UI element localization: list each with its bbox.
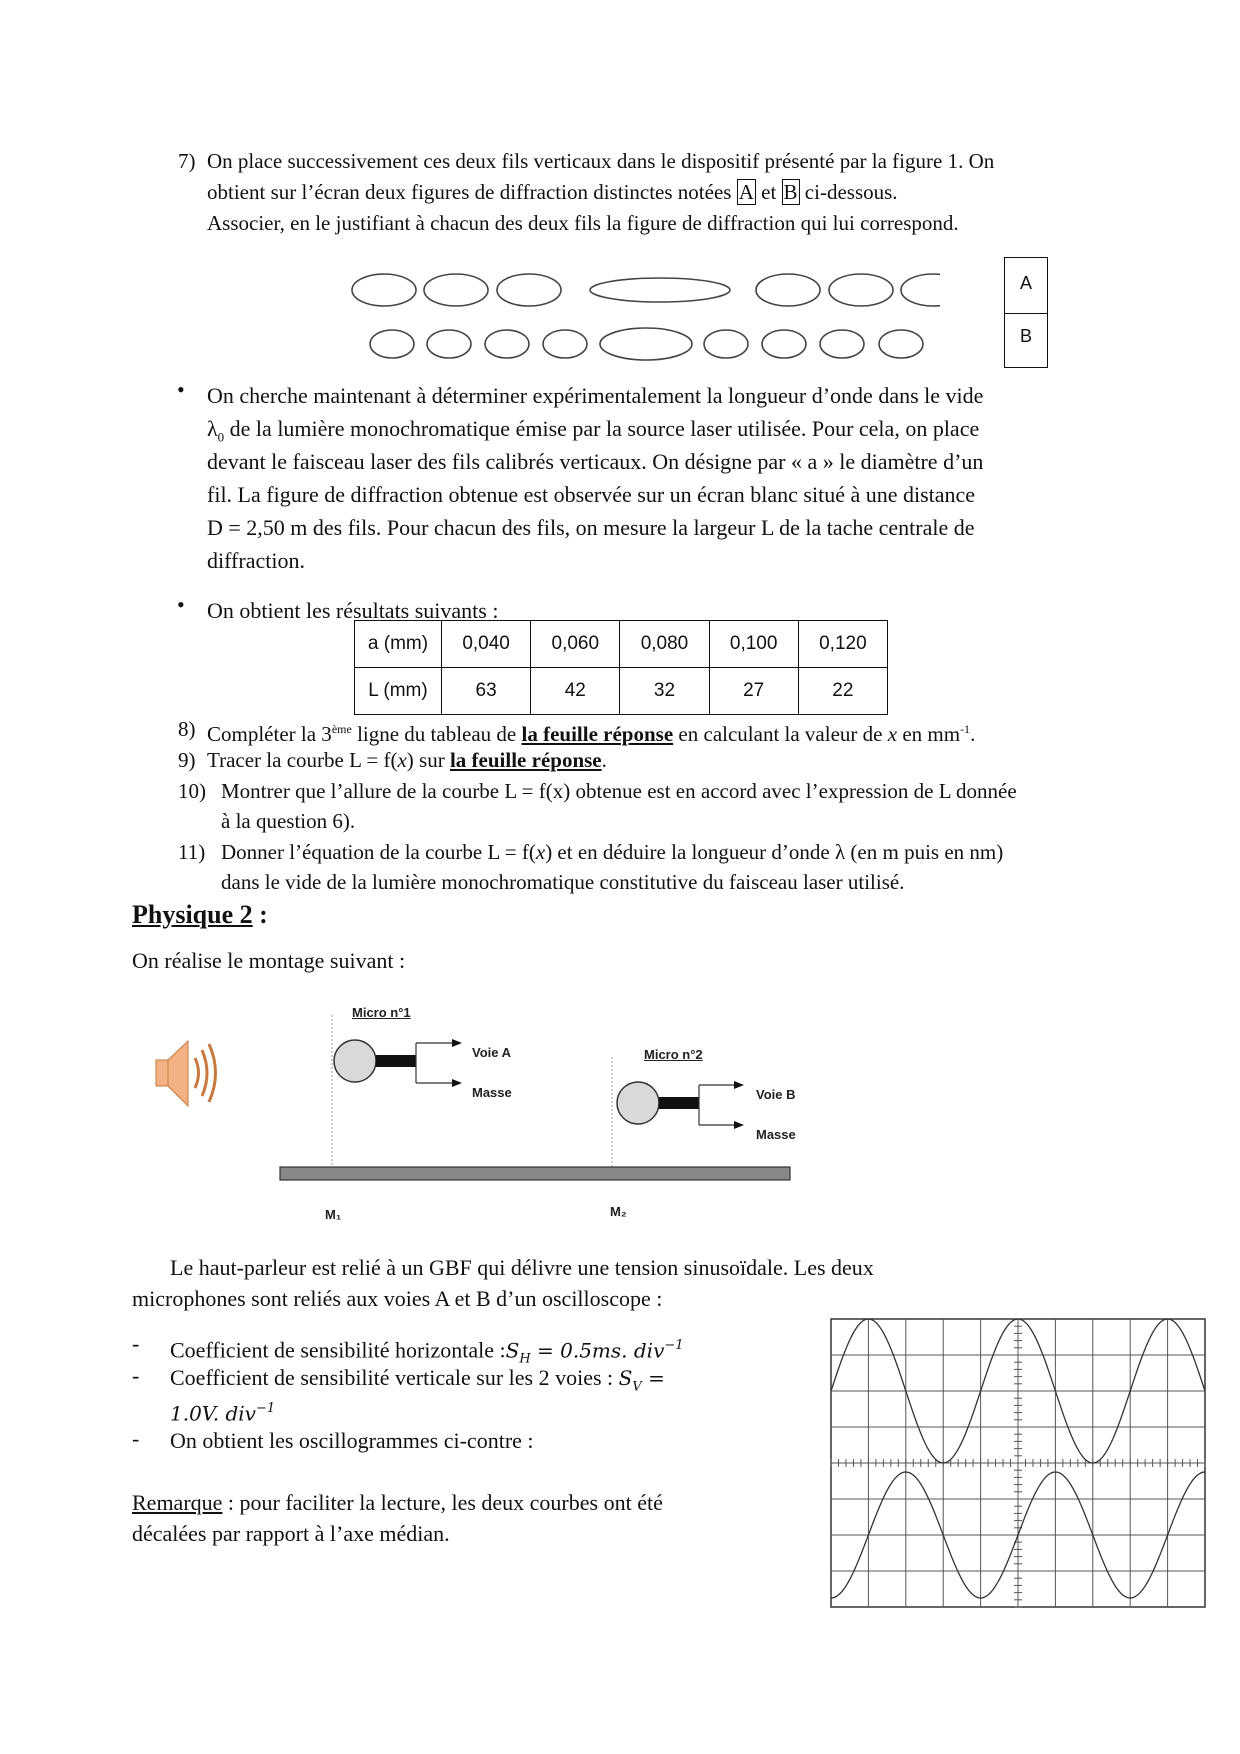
table-cell: 0,100 <box>709 621 798 668</box>
remark-line1: Remarque : pour faciliter la lecture, les deux courbes ont été <box>132 1490 663 1515</box>
table-cell: 0,080 <box>620 621 709 668</box>
dash-1: - <box>132 1331 140 1356</box>
table-cell: 0,120 <box>798 621 887 668</box>
q7-box-b: B <box>783 180 798 204</box>
diffraction-figure-b <box>370 328 923 360</box>
list-item-1: Coefficient de sensibilité horizontale $:S_H = 0.5ms$. div$^{-1}$ <box>170 1337 684 1367</box>
dash-3: - <box>132 1426 140 1451</box>
table-cell: 22 <box>798 668 887 715</box>
table-row <box>355 621 888 668</box>
bullet1-line5: D = 2,50 m des fils. Pour chacun des fils, on mesure la largeur L de la tache centrale de <box>207 515 975 540</box>
q7-line3: Associer, en le justifiant à chacun des deux fils la figure de diffraction qui lui correspond. <box>207 211 959 235</box>
q7-box-a: A <box>738 180 754 204</box>
q10-number: 10) <box>178 779 206 803</box>
table-cell: 63 <box>442 668 531 715</box>
rail <box>280 1167 790 1180</box>
micro-2 <box>617 1081 744 1129</box>
q9-text: Tracer la courbe L = f(x) sur la feuille réponse. <box>207 748 607 772</box>
bullet1-line2: $\lambda_0$ de la lumière monochromatique émise par la source laser utilisée. Pour cela, on place <box>207 416 980 445</box>
bullet2-text: On obtient les résultats suivants : <box>207 598 499 623</box>
paragraph-line2: microphones sont reliés aux voies A et B d’un oscilloscope : <box>132 1286 663 1311</box>
diffraction-figure-a <box>352 274 940 306</box>
m2-label: M₂ <box>610 1204 627 1219</box>
voie-b-label: Voie B <box>756 1087 796 1102</box>
figure-label-b: B <box>1004 312 1048 368</box>
table-cell: 42 <box>531 668 620 715</box>
list-item-2-cont: 1.0V. div$^{-1}$ <box>170 1401 276 1426</box>
q10-line1: Montrer que l’allure de la courbe L = f(x) obtenue est en accord avec l’expression de L donnée <box>221 779 1017 803</box>
q11-line2: dans le vide de la lumière monochromatique constitutive du faisceau laser utilisé. <box>221 870 905 894</box>
speaker-icon <box>156 1041 216 1106</box>
bullet1-line6: diffraction. <box>207 548 305 573</box>
q8-number: 8) <box>178 717 196 741</box>
q7-line2: obtient sur l’écran deux figures de diffraction distinctes notées A et B ci-dessous. <box>207 180 898 204</box>
setup-intro: On réalise le montage suivant : <box>132 948 406 973</box>
table-cell: 0,060 <box>531 621 620 668</box>
q7-line1: On place successivement ces deux fils verticaux dans le dispositif présenté par la figure 1. On <box>207 149 995 173</box>
q11-number: 11) <box>178 840 206 864</box>
remark-line2: décalées par rapport à l’axe médian. <box>132 1521 450 1546</box>
voie-a-label: Voie A <box>472 1045 512 1060</box>
q10-line2: à la question 6). <box>221 809 356 833</box>
micro-1 <box>334 1039 462 1087</box>
results-table <box>354 620 888 715</box>
setup-diagram <box>140 985 820 1225</box>
bullet1-line4: fil. La figure de diffraction obtenue est observée sur un écran blanc situé à une distance <box>207 482 976 507</box>
q9-number: 9) <box>178 748 196 772</box>
diffraction-figures <box>340 262 940 362</box>
table-cell: 32 <box>620 668 709 715</box>
micro1-label: Micro n°1 <box>352 1005 411 1020</box>
m1-label: M₁ <box>325 1207 342 1222</box>
bullet-dot-1: • <box>177 377 185 402</box>
bullet1-line1: On cherche maintenant à déterminer expérimentalement la longueur d’onde dans le vide <box>207 383 984 408</box>
table-cell: a (mm) <box>355 621 442 668</box>
list-item-3: On obtient les oscillogrammes ci-contre : <box>170 1428 534 1453</box>
masse-2-label: Masse <box>756 1127 796 1142</box>
q8-text: Compléter la 3ème ligne du tableau de la feuille réponse en calculant la valeur de x en $mm^{-1}$. <box>207 722 976 746</box>
q7-number: 7) <box>178 149 196 173</box>
table-cell: 27 <box>709 668 798 715</box>
section-title: Physique 2 : <box>132 900 268 929</box>
figure-label-a: A <box>1004 257 1048 314</box>
table-cell: 0,040 <box>442 621 531 668</box>
masse-1-label: Masse <box>472 1085 512 1100</box>
dash-2: - <box>132 1363 140 1388</box>
oscilloscope-screen <box>830 1318 1206 1608</box>
bullet-dot-2: • <box>177 592 185 617</box>
q11-line1: Donner l’équation de la courbe L = f(x) et en déduire la longueur d’onde λ (en m puis en nm) <box>221 840 1004 864</box>
table-row <box>355 668 888 715</box>
micro2-label: Micro n°2 <box>644 1047 703 1062</box>
paragraph-line1: Le haut-parleur est relié à un GBF qui délivre une tension sinusoïdale. Les deux <box>170 1255 874 1280</box>
list-item-2: Coefficient de sensibilité verticale sur les 2 voies : $S_V$ = <box>170 1365 665 1395</box>
bullet1-line3: devant le faisceau laser des fils calibrés verticaux. On désigne par « a » le diamètre d’un <box>207 449 984 474</box>
table-cell: L (mm) <box>355 668 442 715</box>
